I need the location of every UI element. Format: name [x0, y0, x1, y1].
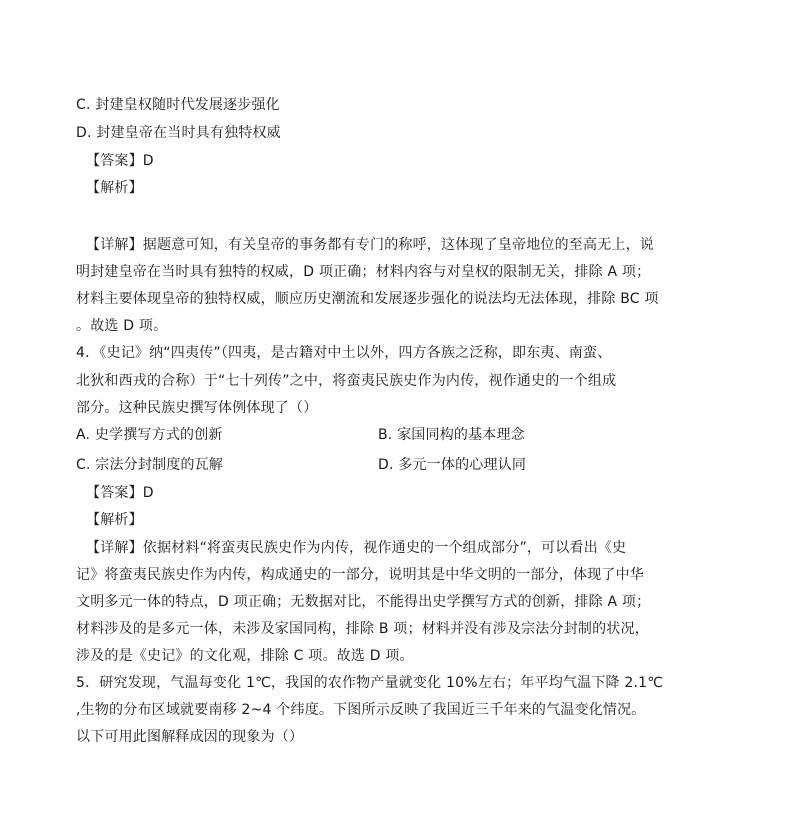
q4-detail-line-4: 材料涉及的是多元一体，未涉及家国同构，排除 B 项；材料并没有涉及宗法分封制的状况， [76, 621, 649, 637]
q3-detail-line-2: 明封建皇帝在当时具有独特的权威，D 项正确；材料内容与对皇权的限制无关，排除 A 项； [76, 264, 651, 280]
q3-analysis-label: 【解析】 [86, 180, 143, 196]
q5-stem-line-3: 以下可用此图解释成因的现象为（） [76, 729, 304, 745]
q4-option-c: C. 宗法分封制度的瓦解 [76, 457, 224, 473]
q4-option-d: D. 多元一体的心理认同 [378, 457, 527, 473]
q4-detail-line-5: 涉及的是《史记》的文化观，排除 C 项。故选 D 项。 [76, 648, 414, 664]
q3-detail-line-4: 。故选 D 项。 [76, 318, 168, 334]
q3-detail-line-3: 材料主要体现皇帝的独特权威，顺应历史潮流和发展逐步强化的说法均无法体现，排除 BC 项 [76, 291, 659, 307]
q4-analysis-label: 【解析】 [86, 512, 143, 528]
q5-stem-line-2: ,生物的分布区域就要南移 2~4 个纬度。下图所示反映了我国近三千年来的气温变化情况。 [76, 702, 646, 718]
q4-stem-line-1: 4．《史记》纳“四夷传”（四夷，是古籍对中土以外，四方各族之泛称，即东夷、南蛮、 [76, 345, 612, 361]
q4-option-a: A. 史学撰写方式的创新 [76, 427, 223, 443]
q4-detail-line-3: 文明多元一体的特点，D 项正确；无数据对比，不能得出史学撰写方式的创新，排除 A 项； [76, 594, 651, 610]
q3-option-c: C. 封建皇权随时代发展逐步强化 [76, 97, 280, 113]
q3-answer: 【答案】D [86, 153, 154, 169]
q4-detail-line-1: 【详解】依据材料“将蛮夷民族史作为内传，视作通史的一个组成部分”，可以看出《史 [86, 540, 627, 556]
q4-answer: 【答案】D [86, 485, 154, 501]
q3-detail-line-1: 【详解】据题意可知，有关皇帝的事务都有专门的称呼，这体现了皇帝地位的至高无上，说 [86, 237, 654, 253]
q3-option-d: D. 封建皇帝在当时具有独特权威 [76, 125, 281, 141]
q4-detail-line-2: 记》将蛮夷民族史作为内传，构成通史的一部分，说明其是中华文明的一部分，体现了中华 [76, 567, 644, 583]
q4-option-b: B. 家国同构的基本理念 [378, 427, 525, 443]
q5-stem-line-1: 5．研究发现，气温每变化 1℃，我国的农作物产量就变化 10%左右；年平均气温下降 2.1℃ [76, 675, 664, 691]
q4-stem-line-2: 北狄和西戎的合称）于“七十列传”之中，将蛮夷民族史作为内传，视作通史的一个组成 [76, 373, 617, 389]
q4-stem-line-3: 部分。这种民族史撰写体例体现了（） [76, 400, 318, 416]
